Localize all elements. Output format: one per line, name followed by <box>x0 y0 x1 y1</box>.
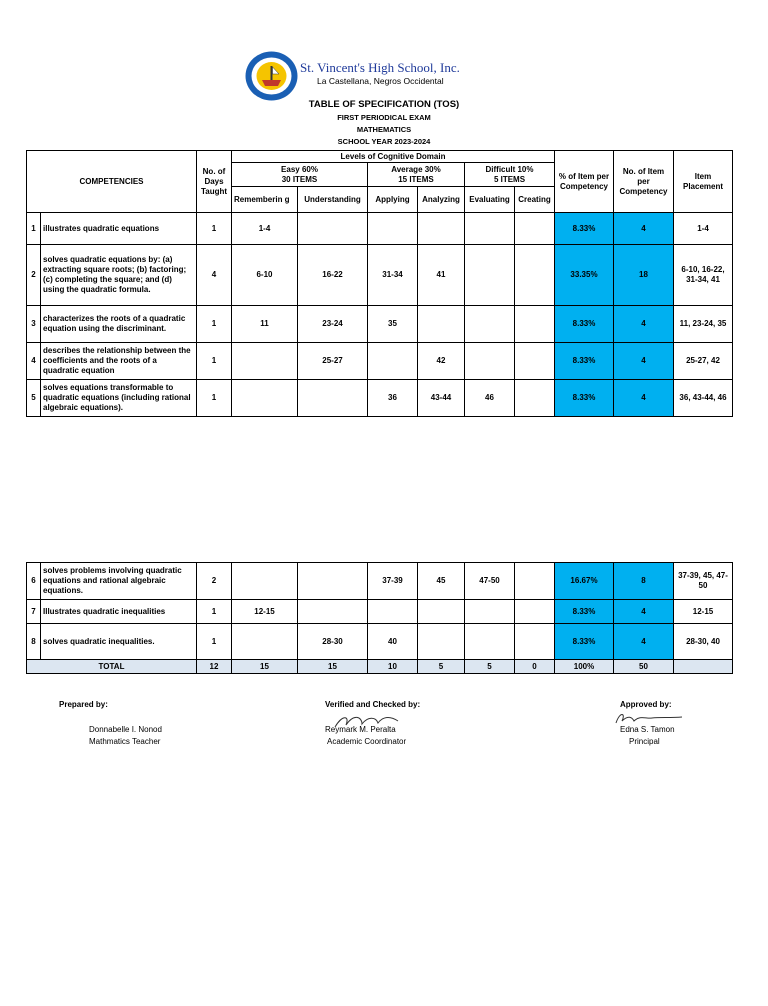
pct-cell: 8.33% <box>555 213 614 245</box>
items-cell: 4 <box>614 343 674 380</box>
analyzing-cell <box>418 600 465 624</box>
remembering-cell <box>232 624 298 660</box>
evaluating-cell <box>465 306 515 343</box>
remembering-cell: 12-15 <box>232 600 298 624</box>
prepared-title: Mathmatics Teacher <box>89 737 161 746</box>
table-row <box>27 563 733 600</box>
school-name: St. Vincent's High School, Inc. <box>300 60 460 75</box>
creating-cell <box>515 624 555 660</box>
pct-cell: 16.67% <box>555 563 614 600</box>
analyzing-cell: 45 <box>418 563 465 600</box>
row-number: 3 <box>27 306 41 343</box>
remembering-cell: 11 <box>232 306 298 343</box>
table-row <box>27 306 733 343</box>
creating-cell <box>515 245 555 306</box>
remembering-header: Rememberin g <box>232 187 298 213</box>
row-number: 2 <box>27 245 41 306</box>
days-cell: 1 <box>197 380 232 417</box>
placement-cell: 37-39, 45, 47-50 <box>674 563 733 600</box>
competency-cell: characterizes the roots of a quadratic equation using the discriminant. <box>41 306 197 343</box>
understanding-cell <box>298 600 368 624</box>
creating-cell <box>515 600 555 624</box>
table-row <box>27 624 733 660</box>
days-cell: 1 <box>197 306 232 343</box>
evaluating-cell <box>465 343 515 380</box>
row-number: 1 <box>27 213 41 245</box>
creating-cell <box>515 380 555 417</box>
competency-cell: solves problems involving quadratic equations and rational algebraic equations. <box>41 563 197 600</box>
understanding-cell <box>298 380 368 417</box>
analyzing-header: Analyzing <box>418 187 465 213</box>
prepared-name: Donnabelle I. Nonod <box>89 725 162 734</box>
competency-cell: describes the relationship between the coefficients and the roots of a quadratic equation <box>41 343 197 380</box>
analyzing-cell <box>418 624 465 660</box>
total-understanding: 15 <box>298 660 368 674</box>
competency-cell: solves equations transformable to quadratic equations (including rational algebraic equations). <box>41 380 197 417</box>
total-analyzing: 5 <box>418 660 465 674</box>
verified-label: Verified and Checked by: <box>325 700 421 709</box>
school-address: La Castellana, Negros Occidental <box>317 76 444 86</box>
table-row <box>27 213 733 245</box>
competency-cell: Illustrates quadratic inequalities <box>41 600 197 624</box>
analyzing-cell <box>418 306 465 343</box>
table-row <box>27 380 733 417</box>
remembering-cell <box>232 343 298 380</box>
items-cell: 4 <box>614 306 674 343</box>
competency-cell: illustrates quadratic equations <box>41 213 197 245</box>
table-row <box>27 343 733 380</box>
school-header <box>244 50 524 105</box>
understanding-cell: 28-30 <box>298 624 368 660</box>
analyzing-cell <box>418 213 465 245</box>
applying-cell <box>368 213 418 245</box>
days-cell: 4 <box>197 245 232 306</box>
pct-cell: 8.33% <box>555 600 614 624</box>
items-cell: 18 <box>614 245 674 306</box>
analyzing-cell: 43-44 <box>418 380 465 417</box>
applying-cell: 36 <box>368 380 418 417</box>
applying-cell: 35 <box>368 306 418 343</box>
items-cell: 8 <box>614 563 674 600</box>
creating-cell <box>515 343 555 380</box>
remembering-cell: 6-10 <box>232 245 298 306</box>
analyzing-cell: 41 <box>418 245 465 306</box>
remembering-cell: 1-4 <box>232 213 298 245</box>
tos-table <box>26 150 733 417</box>
total-evaluating: 5 <box>465 660 515 674</box>
exam-title: FIRST PERIODICAL EXAM <box>337 113 431 122</box>
tos-table-continued <box>26 562 733 674</box>
table-row <box>27 600 733 624</box>
easy-header <box>232 163 368 187</box>
total-creating: 0 <box>515 660 555 674</box>
applying-cell <box>368 343 418 380</box>
difficult-label: Difficult 10% <box>485 164 534 174</box>
applying-header: Applying <box>368 187 418 213</box>
analyzing-cell: 42 <box>418 343 465 380</box>
competencies-header: COMPETENCIES <box>27 151 197 213</box>
understanding-cell <box>298 213 368 245</box>
applying-cell: 40 <box>368 624 418 660</box>
placement-cell: 28-30, 40 <box>674 624 733 660</box>
placement-cell: 25-27, 42 <box>674 343 733 380</box>
subject-title: MATHEMATICS <box>356 125 412 134</box>
items-cell: 4 <box>614 624 674 660</box>
row-number: 7 <box>27 600 41 624</box>
row-number: 8 <box>27 624 41 660</box>
school-year: SCHOOL YEAR 2023-2024 <box>337 137 431 146</box>
total-label: TOTAL <box>27 660 197 674</box>
placement-cell: 6-10, 16-22, 31-34, 41 <box>674 245 733 306</box>
items-header: No. of Item per Competency <box>614 151 674 213</box>
creating-header: Creating <box>515 187 555 213</box>
total-days: 12 <box>197 660 232 674</box>
understanding-cell: 16-22 <box>298 245 368 306</box>
easy-items: 30 ITEMS <box>281 174 318 184</box>
placement-cell: 36, 43-44, 46 <box>674 380 733 417</box>
evaluating-cell <box>465 213 515 245</box>
creating-cell <box>515 563 555 600</box>
placement-cell: 12-15 <box>674 600 733 624</box>
items-cell: 4 <box>614 380 674 417</box>
difficult-header <box>465 163 555 187</box>
remembering-cell <box>232 380 298 417</box>
row-number: 6 <box>27 563 41 600</box>
row-number: 5 <box>27 380 41 417</box>
approved-title: Principal <box>629 737 660 746</box>
approved-label: Approved by: <box>620 700 672 709</box>
remembering-cell <box>232 563 298 600</box>
average-items: 15 ITEMS <box>398 174 434 184</box>
verified-title: Academic Coordinator <box>327 737 407 746</box>
understanding-cell: 23-24 <box>298 306 368 343</box>
days-header: No. of Days Taught <box>197 151 232 213</box>
placement-header: Item Placement <box>674 151 733 213</box>
total-row <box>27 660 733 674</box>
understanding-cell: 25-27 <box>298 343 368 380</box>
average-label: Average 30% <box>391 164 441 174</box>
days-cell: 2 <box>197 563 232 600</box>
creating-cell <box>515 306 555 343</box>
placement-cell: 1-4 <box>674 213 733 245</box>
applying-cell <box>368 600 418 624</box>
days-cell: 1 <box>197 624 232 660</box>
approved-name: Edna S. Tamon <box>620 725 675 734</box>
evaluating-cell: 46 <box>465 380 515 417</box>
placement-cell: 11, 23-24, 35 <box>674 306 733 343</box>
evaluating-cell <box>465 600 515 624</box>
total-remembering: 15 <box>232 660 298 674</box>
days-cell: 1 <box>197 343 232 380</box>
pct-cell: 8.33% <box>555 624 614 660</box>
items-cell: 4 <box>614 213 674 245</box>
table-row <box>27 245 733 306</box>
pct-cell: 8.33% <box>555 343 614 380</box>
items-cell: 4 <box>614 600 674 624</box>
total-placement <box>674 660 733 674</box>
evaluating-header: Evaluating <box>465 187 515 213</box>
pct-cell: 33.35% <box>555 245 614 306</box>
verified-name: Reymark M. Peralta <box>325 725 396 734</box>
pct-header: % of Item per Competency <box>555 151 614 213</box>
applying-cell: 31-34 <box>368 245 418 306</box>
evaluating-cell: 47-50 <box>465 563 515 600</box>
applying-cell: 37-39 <box>368 563 418 600</box>
pct-cell: 8.33% <box>555 380 614 417</box>
prepared-label: Prepared by: <box>59 700 108 709</box>
levels-header: Levels of Cognitive Domain <box>232 151 555 163</box>
total-applying: 10 <box>368 660 418 674</box>
evaluating-cell <box>465 245 515 306</box>
pct-cell: 8.33% <box>555 306 614 343</box>
understanding-header: Understanding <box>298 187 368 213</box>
total-items: 50 <box>614 660 674 674</box>
average-header <box>368 163 465 187</box>
total-pct: 100% <box>555 660 614 674</box>
creating-cell <box>515 213 555 245</box>
easy-label: Easy 60% <box>281 164 318 174</box>
evaluating-cell <box>465 624 515 660</box>
page-title: TABLE OF SPECIFICATION (TOS) <box>308 99 460 110</box>
competency-cell: solves quadratic equations by: (a) extracting square roots; (b) factoring; (c) completing the square; and (d) using the quadratic formula. <box>41 245 197 306</box>
understanding-cell <box>298 563 368 600</box>
school-seal-icon <box>244 50 299 102</box>
days-cell: 1 <box>197 600 232 624</box>
competency-cell: solves quadratic inequalities. <box>41 624 197 660</box>
row-number: 4 <box>27 343 41 380</box>
days-cell: 1 <box>197 213 232 245</box>
difficult-items: 5 ITEMS <box>493 174 526 184</box>
